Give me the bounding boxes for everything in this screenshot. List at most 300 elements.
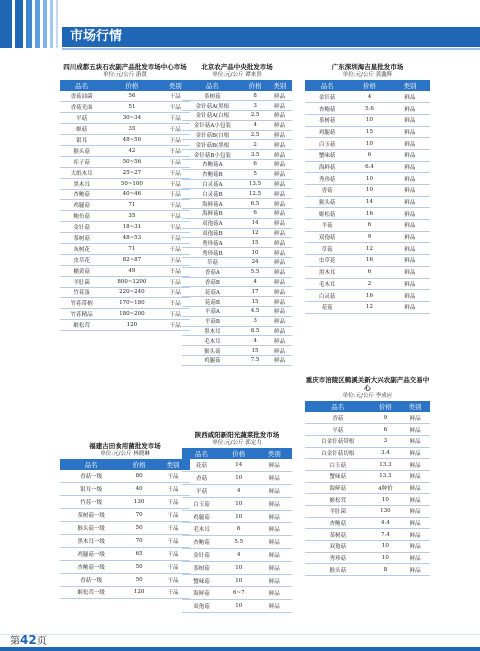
- cell-name: 金针菇B小包装: [182, 150, 243, 160]
- cell-price: 40: [122, 483, 156, 496]
- cell-category: 鲜品: [257, 561, 292, 574]
- table-row: [60, 113, 190, 124]
- cell-name: 白玉菇: [305, 459, 370, 471]
- cell-category: 鲜品: [267, 120, 292, 130]
- table-row: [60, 200, 190, 211]
- table-row: [305, 231, 430, 243]
- cell-category: 鲜品: [267, 209, 292, 219]
- cell-category: 鲜品: [390, 208, 430, 220]
- table-byline: 单位:元/公斤 李成应: [342, 393, 393, 399]
- cell-price: 170~180: [103, 298, 160, 309]
- column-header: 类别: [156, 459, 190, 470]
- column-header: 价格: [349, 80, 389, 91]
- cell-name: 香菇一级: [60, 470, 122, 483]
- cell-category: 鲜品: [267, 277, 292, 287]
- cell-price: 8: [243, 91, 268, 101]
- cell-price: 3.5: [243, 150, 268, 160]
- cell-category: 干品: [156, 470, 190, 483]
- cell-price: 10: [370, 552, 400, 564]
- cell-price: 48~50: [103, 135, 160, 146]
- header-bar: [62, 27, 480, 47]
- table-row: [305, 103, 430, 115]
- cell-price: 50: [122, 573, 156, 586]
- cell-name: 香菇一级: [60, 573, 122, 586]
- cell-category: 鲜品: [400, 517, 430, 529]
- cell-price: 15: [243, 238, 268, 248]
- cell-name: 秀珍菇A: [182, 238, 243, 248]
- cell-name: 双孢菇A: [182, 218, 243, 228]
- table-row: [182, 316, 292, 326]
- cell-name: 猴头菇: [305, 564, 370, 576]
- cell-name: 金针菇B(黑根: [182, 140, 243, 150]
- cell-price: 18~31: [103, 222, 160, 233]
- table-byline: 单位:元/公斤 黄鑫辉: [342, 72, 393, 78]
- table-row: [182, 140, 292, 150]
- cell-name: 香菇A: [182, 267, 243, 277]
- cell-category: 鲜品: [390, 91, 430, 103]
- table-row: [60, 586, 190, 599]
- cell-price: 5.5: [243, 267, 268, 277]
- table-row: [182, 523, 292, 536]
- cell-category: 鲜品: [267, 101, 292, 111]
- cell-price: 6: [349, 220, 389, 232]
- cell-name: 蟹味菇: [305, 149, 349, 161]
- cell-name: 毛木耳: [182, 336, 243, 346]
- cell-category: 鲜品: [400, 552, 430, 564]
- cell-name: 鲍鱼菇: [60, 211, 103, 222]
- cell-name: 竹荪带柄: [60, 298, 103, 309]
- cell-price: 49: [103, 265, 160, 276]
- cell-price: 4: [243, 336, 268, 346]
- cell-category: 鲜品: [257, 536, 292, 549]
- table-row: [60, 522, 190, 535]
- cell-category: 鲜品: [390, 290, 430, 302]
- table-row: [305, 185, 430, 197]
- table-title: 北京农产品中央批发市场: [201, 63, 273, 71]
- cell-price: 10: [370, 541, 400, 553]
- cell-name: 杏鲍菇A: [182, 160, 243, 170]
- table-header-row: [60, 459, 190, 470]
- cell-price: 10: [221, 497, 256, 510]
- cell-price: 3: [243, 316, 268, 326]
- table-byline: 单位:元/公斤 郭定力: [212, 440, 262, 446]
- cell-name: 香菇光面: [60, 102, 103, 113]
- cell-name: 白金针菇切根: [305, 447, 370, 459]
- cell-price: 10: [370, 494, 400, 506]
- cell-name: 毛木耳: [182, 523, 221, 536]
- cell-category: 鲜品: [390, 220, 430, 232]
- cell-name: 草菇: [182, 258, 243, 268]
- cell-category: 干品: [161, 102, 191, 113]
- cell-name: 羊肚菌: [305, 506, 370, 518]
- cell-name: 榆黄菇: [60, 265, 103, 276]
- cell-name: 茶树菇: [305, 114, 349, 126]
- table-row: [60, 91, 190, 102]
- cell-price: 6.5: [243, 199, 268, 209]
- column-header: 品名: [182, 448, 221, 459]
- table-row: [60, 222, 190, 233]
- table-row: [60, 573, 190, 586]
- cell-price: 10: [349, 173, 389, 185]
- cell-price: 12: [243, 228, 268, 238]
- table-row: [182, 307, 292, 317]
- table-byline: 单位:元/公斤 林晓琳: [100, 451, 150, 457]
- cell-name: 平菇A: [182, 307, 243, 317]
- cell-name: 杏鲍菇B: [182, 169, 243, 179]
- cell-category: 干品: [156, 560, 190, 573]
- cell-price: 10: [221, 561, 256, 574]
- cell-name: 猴头菇: [60, 145, 103, 156]
- cell-price: 8.5: [243, 326, 268, 336]
- cell-category: 干品: [161, 135, 191, 146]
- table-row: [305, 126, 430, 138]
- table-row: [60, 496, 190, 509]
- cell-price: 13.3: [370, 470, 400, 482]
- cell-name: 姬菇: [60, 124, 103, 135]
- cell-price: 17: [243, 287, 268, 297]
- cell-price: 50~56: [103, 156, 160, 167]
- cell-price: 70: [122, 509, 156, 522]
- price-table: [182, 80, 292, 366]
- cell-name: 白灵菇B: [182, 189, 243, 199]
- cell-name: 蟹味菇: [182, 574, 221, 587]
- cell-category: 鲜品: [267, 248, 292, 258]
- cell-price: 10: [221, 510, 256, 523]
- cell-category: 干品: [161, 113, 191, 124]
- table-row: [60, 254, 190, 265]
- table-row: [182, 258, 292, 268]
- cell-name: 平菇: [60, 113, 103, 124]
- cell-name: 白灵菇: [305, 290, 349, 302]
- cell-price: 15: [243, 297, 268, 307]
- cell-name: 金针菇A(黑根: [182, 101, 243, 111]
- cell-category: 鲜品: [400, 459, 430, 471]
- table-row: [305, 301, 430, 313]
- table-row: [60, 178, 190, 189]
- cell-price: 65: [122, 547, 156, 560]
- cell-name: 姬松茸: [60, 320, 103, 331]
- cell-category: 鲜品: [257, 472, 292, 485]
- cell-category: 鲜品: [390, 278, 430, 290]
- table-row: [60, 167, 190, 178]
- cell-name: 平菇: [182, 485, 221, 498]
- cell-category: 干品: [161, 320, 191, 331]
- cell-price: 6~7: [221, 587, 256, 600]
- table-row: [60, 156, 190, 167]
- page-number: 第42页: [10, 633, 47, 647]
- cell-price: 80: [122, 470, 156, 483]
- cell-category: 鲜品: [267, 258, 292, 268]
- cell-name: 鸡腿菇一级: [60, 547, 122, 560]
- cell-category: 鲜品: [257, 574, 292, 587]
- cell-category: 鲜品: [267, 218, 292, 228]
- cell-category: 鲜品: [390, 126, 430, 138]
- table-row: [60, 102, 190, 113]
- cell-name: 秀珍菇B: [182, 248, 243, 258]
- cell-name: 黑木耳: [60, 178, 103, 189]
- cell-category: 鲜品: [400, 412, 430, 424]
- cell-price: 10: [349, 185, 389, 197]
- table-row: [305, 149, 430, 161]
- market-table-chongqing: [305, 376, 430, 576]
- cell-category: 鲜品: [400, 470, 430, 482]
- table-row: [60, 276, 190, 287]
- cell-category: 干品: [161, 178, 191, 189]
- cell-category: 干品: [161, 265, 191, 276]
- cell-name: 香菇: [182, 472, 221, 485]
- cell-price: 25~27: [103, 167, 160, 178]
- cell-price: 12: [349, 301, 389, 313]
- cell-price: 70: [122, 534, 156, 547]
- cell-price: 51: [103, 102, 160, 113]
- cell-price: 130: [370, 506, 400, 518]
- cell-category: 鲜品: [390, 255, 430, 267]
- cell-price: 10: [243, 248, 268, 258]
- cell-price: 8: [370, 564, 400, 576]
- column-header: 价格: [370, 401, 400, 412]
- cell-name: 香菇B: [182, 277, 243, 287]
- cell-category: 鲜品: [400, 494, 430, 506]
- price-table: [305, 401, 430, 576]
- table-row: [305, 196, 430, 208]
- cell-price: 4: [349, 91, 389, 103]
- cell-category: 干品: [161, 243, 191, 254]
- table-row: [305, 482, 430, 494]
- cell-name: 姬松茸: [305, 494, 370, 506]
- table-row: [305, 161, 430, 173]
- cell-price: 220~240: [103, 287, 160, 298]
- cell-price: 6: [370, 424, 400, 436]
- cell-name: 竹荪精品: [60, 309, 103, 320]
- column-header: 价格: [221, 448, 256, 459]
- cell-price: 120: [103, 320, 160, 331]
- cell-category: 鲜品: [390, 138, 430, 150]
- cell-name: 库子菇: [60, 156, 103, 167]
- cell-price: 6.4: [349, 161, 389, 173]
- cell-category: 干品: [161, 233, 191, 244]
- cell-price: 4: [243, 120, 268, 130]
- cell-name: 竹荪一级: [60, 496, 122, 509]
- column-header: 类别: [390, 80, 430, 91]
- cell-category: 鲜品: [390, 231, 430, 243]
- cell-name: 灰树花: [60, 243, 103, 254]
- table-row: [182, 297, 292, 307]
- cell-name: 海鲜菇: [305, 161, 349, 173]
- cell-category: 鲜品: [390, 266, 430, 278]
- cell-name: 虫草花: [305, 255, 349, 267]
- cell-price: 12: [349, 243, 389, 255]
- table-row: [182, 160, 292, 170]
- cell-category: 干品: [156, 522, 190, 535]
- cell-name: 大纸木耳: [60, 167, 103, 178]
- cell-price: 120: [122, 586, 156, 599]
- cell-category: 鲜品: [257, 485, 292, 498]
- table-row: [182, 472, 292, 485]
- cell-category: 干品: [161, 254, 191, 265]
- cell-price: 2.5: [243, 130, 268, 140]
- price-table: [60, 80, 190, 331]
- table-row: [60, 483, 190, 496]
- cell-name: 草菇: [305, 243, 349, 255]
- section-title: 市场行情: [70, 29, 123, 44]
- table-header-row: [305, 80, 430, 91]
- cell-category: 干品: [156, 534, 190, 547]
- cell-category: 干品: [161, 276, 191, 287]
- cell-price: 42: [103, 145, 160, 156]
- column-header: 品名: [60, 459, 122, 470]
- cell-name: 金针菇: [60, 222, 103, 233]
- table-row: [305, 255, 430, 267]
- cell-category: 鲜品: [267, 297, 292, 307]
- cell-name: 秀珍菇: [305, 173, 349, 185]
- table-row: [305, 447, 430, 459]
- table-row: [305, 266, 430, 278]
- cell-category: 鲜品: [267, 307, 292, 317]
- cell-category: 鲜品: [267, 326, 292, 336]
- cell-name: 姬松茸一级: [60, 586, 122, 599]
- cell-price: 4种价: [370, 482, 400, 494]
- cell-category: 鲜品: [257, 459, 292, 472]
- cell-price: 2: [243, 140, 268, 150]
- table-row: [305, 494, 430, 506]
- cell-price: 4.5: [243, 307, 268, 317]
- cell-category: 鲜品: [390, 185, 430, 197]
- cell-category: 鲜品: [267, 160, 292, 170]
- cell-name: 茶树菇: [182, 561, 221, 574]
- cell-name: 银耳一级: [60, 483, 122, 496]
- table-row: [182, 510, 292, 523]
- table-row: [182, 111, 292, 121]
- cell-category: 鲜品: [267, 111, 292, 121]
- cell-name: 蟹味菇: [305, 470, 370, 482]
- cell-category: 鲜品: [257, 510, 292, 523]
- cell-name: 银耳: [60, 135, 103, 146]
- cell-category: 鲜品: [400, 435, 430, 447]
- cell-name: 黑木耳: [305, 266, 349, 278]
- table-row: [60, 309, 190, 320]
- cell-name: 鸡腿菇: [182, 356, 243, 366]
- cell-price: 16: [349, 290, 389, 302]
- column-header: 类别: [257, 448, 292, 459]
- table-row: [305, 459, 430, 471]
- cell-category: 鲜品: [267, 91, 292, 101]
- cell-name: 姬松菇: [305, 208, 349, 220]
- cell-price: 12.5: [243, 189, 268, 199]
- cell-price: 35: [103, 211, 160, 222]
- cell-price: 71: [103, 243, 160, 254]
- cell-category: 鲜品: [267, 316, 292, 326]
- cell-name: 黑木耳一级: [60, 534, 122, 547]
- table-row: [182, 346, 292, 356]
- column-header: 品名: [305, 401, 370, 412]
- table-row: [60, 124, 190, 135]
- table-row: [182, 326, 292, 336]
- cell-price: 10: [349, 114, 389, 126]
- cell-name: 竹荪蛋: [60, 287, 103, 298]
- cell-category: 鲜品: [267, 228, 292, 238]
- cell-name: 香菇: [305, 185, 349, 197]
- cell-category: 鲜品: [390, 196, 430, 208]
- cell-category: 鲜品: [267, 346, 292, 356]
- table-title: 广东深圳海吉星批发市场: [331, 63, 404, 71]
- cell-price: 6: [349, 149, 389, 161]
- cell-price: 10: [221, 600, 256, 613]
- price-table: [305, 80, 430, 314]
- header-stripes: [0, 0, 62, 48]
- table-row: [182, 267, 292, 277]
- table-row: [60, 145, 190, 156]
- table-row: [182, 536, 292, 549]
- table-row: [182, 600, 292, 613]
- table-row: [305, 517, 430, 529]
- cell-category: 鲜品: [400, 506, 430, 518]
- cell-price: 6: [243, 209, 268, 219]
- cell-category: 鲜品: [390, 161, 430, 173]
- cell-category: 鲜品: [257, 600, 292, 613]
- cell-category: 鲜品: [267, 199, 292, 209]
- cell-name: 平菇: [305, 424, 370, 436]
- cell-category: 鲜品: [390, 301, 430, 313]
- footer-line: [0, 634, 480, 635]
- cell-category: 干品: [161, 298, 191, 309]
- cell-category: 干品: [156, 496, 190, 509]
- table-row: [60, 211, 190, 222]
- column-header: 品名: [182, 80, 243, 91]
- table-row: [182, 150, 292, 160]
- table-row: [60, 233, 190, 244]
- table-row: [182, 238, 292, 248]
- table-row: [60, 287, 190, 298]
- cell-price: 48~53: [103, 233, 160, 244]
- cell-category: 鲜品: [400, 529, 430, 541]
- cell-price: 13.5: [243, 179, 268, 189]
- table-row: [182, 209, 292, 219]
- table-row: [182, 120, 292, 130]
- cell-price: 4: [243, 277, 268, 287]
- footer-bar: [0, 647, 480, 651]
- cell-category: 干品: [156, 509, 190, 522]
- cell-name: 双孢菇: [305, 541, 370, 553]
- cell-category: 鲜品: [267, 238, 292, 248]
- table-row: [182, 587, 292, 600]
- table-row: [182, 189, 292, 199]
- header-rule: [62, 48, 480, 50]
- cell-category: 干品: [161, 124, 191, 135]
- cell-category: 鲜品: [257, 549, 292, 562]
- cell-price: 3.4: [370, 447, 400, 459]
- table-row: [182, 497, 292, 510]
- cell-category: 鲜品: [390, 149, 430, 161]
- table-row: [182, 101, 292, 111]
- cell-category: 鲜品: [257, 587, 292, 600]
- cell-price: 14: [221, 459, 256, 472]
- cell-category: 鲜品: [267, 336, 292, 346]
- cell-name: 白玉菇: [182, 497, 221, 510]
- table-header-row: [182, 80, 292, 91]
- cell-category: 干品: [161, 91, 191, 102]
- table-row: [60, 509, 190, 522]
- table-title: 四川成都五块石农副产品批发市场中心市场: [63, 63, 187, 71]
- cell-name: 鸡腿菇: [60, 200, 103, 211]
- cell-price: 71: [103, 200, 160, 211]
- cell-price: 6: [221, 523, 256, 536]
- column-header: 类别: [267, 80, 292, 91]
- table-header-row: [305, 401, 430, 412]
- column-header: 品名: [60, 80, 103, 91]
- cell-category: 干品: [156, 573, 190, 586]
- table-row: [305, 470, 430, 482]
- cell-name: 花菇: [182, 459, 221, 472]
